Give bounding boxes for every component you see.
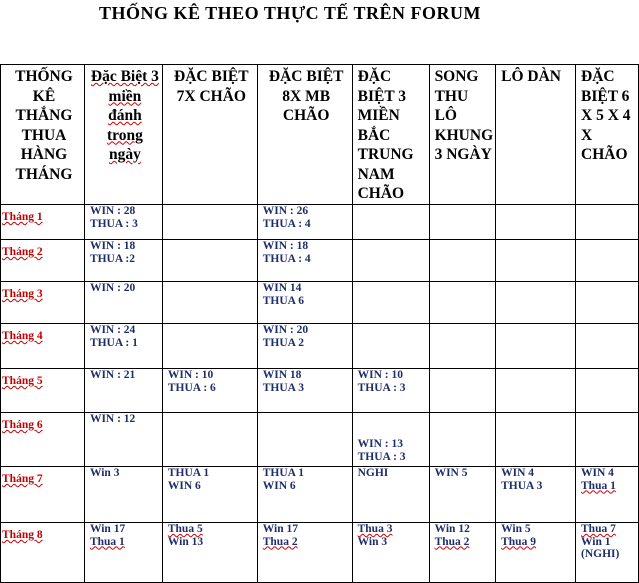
data-cell xyxy=(84,240,162,282)
data-cell xyxy=(257,467,352,523)
month-label: Tháng 6 xyxy=(2,419,43,431)
header-cell: ĐẶC BIỆT 8X MB CHÃO xyxy=(257,65,352,205)
data-cell xyxy=(162,282,257,324)
data-cell xyxy=(84,205,162,240)
table-row xyxy=(1,523,639,583)
data-cell xyxy=(162,205,257,240)
data-cell xyxy=(352,467,429,523)
cell-line: THUA : 4 xyxy=(262,217,311,230)
header-cell: ĐẶC BIỆT 7X CHÃO xyxy=(162,65,257,205)
month-cell xyxy=(1,205,85,240)
header-cell: ĐẶC BIỆT 3 MIỀN BẮC TRUNG NAM CHÃO xyxy=(352,65,429,205)
data-cell xyxy=(429,324,496,369)
cell-line: Thua 9 xyxy=(501,535,536,548)
data-cell xyxy=(576,467,639,523)
cell-line: WIN 4 xyxy=(581,467,614,479)
cell-line: THUA 3 xyxy=(501,479,543,492)
data-cell xyxy=(162,467,257,523)
cell-line: NGHI xyxy=(357,467,389,479)
cell-line: THUA : 1 xyxy=(89,336,138,349)
data-cell xyxy=(257,205,352,240)
cell-line: WIN : 18 xyxy=(89,240,136,252)
cell-line: WIN 6 xyxy=(167,479,201,492)
data-cell xyxy=(496,240,576,282)
data-cell xyxy=(84,523,162,583)
month-cell xyxy=(1,324,85,369)
cell-line: WIN : 21 xyxy=(89,369,136,381)
cell-line: THUA : 3 xyxy=(89,217,138,230)
cell-line: WIN 5 xyxy=(434,467,468,479)
cell-line: WIN : 13 xyxy=(357,438,403,450)
data-cell xyxy=(496,467,576,523)
cell-line: Thua 2 xyxy=(262,535,298,548)
cell-line: Thua 3 xyxy=(357,523,393,535)
data-cell xyxy=(257,369,352,413)
month-cell xyxy=(1,467,85,523)
data-cell xyxy=(84,282,162,324)
data-cell xyxy=(84,369,162,413)
cell-line: WIN 4 xyxy=(501,467,535,479)
table-row xyxy=(1,369,639,413)
cell-line: WIN : 26 xyxy=(262,205,309,217)
cell-line xyxy=(358,413,429,426)
table-row xyxy=(1,324,639,369)
data-cell xyxy=(257,523,352,583)
data-cell xyxy=(162,324,257,369)
table-row xyxy=(1,467,639,523)
cell-line xyxy=(358,426,429,439)
cell-line: THUA 1 xyxy=(262,467,304,479)
data-cell xyxy=(429,523,496,583)
cell-line: Win 17 xyxy=(89,523,126,535)
data-cell xyxy=(257,324,352,369)
data-cell xyxy=(576,369,639,413)
data-cell xyxy=(429,205,496,240)
cell-line: Win 1 xyxy=(581,535,611,548)
data-cell xyxy=(352,413,429,467)
data-cell xyxy=(576,240,639,282)
data-cell xyxy=(576,324,639,369)
data-cell xyxy=(429,413,496,467)
cell-line: THUA : 6 xyxy=(167,381,216,394)
data-cell xyxy=(84,413,162,467)
table-row xyxy=(1,413,639,467)
header-cell: LÔ DÀN xyxy=(496,65,576,205)
cell-line: Win 17 xyxy=(262,523,298,535)
data-cell xyxy=(576,205,639,240)
data-cell xyxy=(576,282,639,324)
data-cell xyxy=(352,369,429,413)
cell-line: WIN : 10 xyxy=(167,369,214,381)
cell-line: THUA : 4 xyxy=(262,252,311,265)
data-cell xyxy=(352,240,429,282)
month-cell xyxy=(1,282,85,324)
document-title: THỐNG KÊ THEO THỰC TẾ TRÊN FORUM xyxy=(98,3,482,23)
data-cell xyxy=(352,282,429,324)
header-cell: Đặc Biệt 3 miền đánh trong ngày xyxy=(84,65,162,205)
data-cell xyxy=(162,413,257,467)
month-cell xyxy=(1,523,85,583)
cell-line: WIN 6 xyxy=(262,479,296,492)
month-label: Tháng 2 xyxy=(2,246,43,258)
cell-line: Thua 1 xyxy=(89,535,125,548)
month-label: Tháng 5 xyxy=(2,375,43,387)
data-cell xyxy=(257,282,352,324)
cell-line: WIN : 20 xyxy=(262,324,309,336)
data-cell xyxy=(352,205,429,240)
data-cell xyxy=(84,324,162,369)
data-cell xyxy=(576,523,639,583)
cell-line: WIN : 12 xyxy=(89,413,136,425)
cell-line: Win 13 xyxy=(167,535,204,548)
month-label: Tháng 3 xyxy=(2,288,43,300)
month-label: Tháng 4 xyxy=(2,330,43,342)
data-cell xyxy=(429,240,496,282)
stats-table xyxy=(0,64,639,583)
cell-line: THUA 2 xyxy=(262,336,304,349)
data-cell xyxy=(352,523,429,583)
data-cell xyxy=(352,324,429,369)
table-row xyxy=(1,240,639,282)
cell-line: Win 5 xyxy=(501,523,531,535)
header-cell: THỐNG KÊ THẮNG THUA HÀNG THÁNG xyxy=(1,65,85,205)
data-cell xyxy=(429,369,496,413)
cell-line: Thua 2 xyxy=(434,535,470,548)
data-cell xyxy=(496,205,576,240)
month-label: Tháng 1 xyxy=(2,211,43,223)
header-row xyxy=(1,65,639,205)
data-cell xyxy=(496,523,576,583)
month-label: Tháng 7 xyxy=(2,473,43,485)
cell-line: Thua 5 xyxy=(167,523,203,535)
cell-line: WIN : 20 xyxy=(89,282,136,294)
header-cell: SONG THU LÔ KHUNG 3 NGÀY xyxy=(429,65,496,205)
cell-line: THUA : 3 xyxy=(357,450,406,463)
cell-line: THUA 3 xyxy=(262,381,304,394)
data-cell xyxy=(84,467,162,523)
table-row xyxy=(1,205,639,240)
header-cell: ĐẶC BIỆT 6 X 5 X 4 X CHÃO xyxy=(576,65,639,205)
cell-line: Win 12 xyxy=(434,523,470,535)
data-cell xyxy=(162,523,257,583)
cell-line: Thua 1 xyxy=(581,479,616,492)
data-cell xyxy=(496,369,576,413)
month-cell xyxy=(1,240,85,282)
data-cell xyxy=(162,240,257,282)
cell-line: WIN 14 xyxy=(262,282,302,294)
data-cell xyxy=(576,413,639,467)
cell-line: Win 3 xyxy=(89,467,120,479)
cell-line: WIN : 18 xyxy=(262,240,309,252)
data-cell xyxy=(257,240,352,282)
cell-line: THUA 1 xyxy=(167,467,210,479)
cell-line: Win 3 xyxy=(357,535,388,548)
data-cell xyxy=(257,413,352,467)
cell-line: WIN : 28 xyxy=(89,205,136,217)
month-cell xyxy=(1,369,85,413)
month-label: Tháng 8 xyxy=(2,529,43,541)
cell-line: THUA 6 xyxy=(262,294,304,307)
month-cell xyxy=(1,413,85,467)
cell-line: THUA : 3 xyxy=(357,381,406,394)
cell-line: WIN 18 xyxy=(262,369,302,381)
cell-line: WIN : 10 xyxy=(357,369,403,381)
cell-line: Thua 7 xyxy=(581,523,616,535)
data-cell xyxy=(162,369,257,413)
data-cell xyxy=(429,467,496,523)
table-row xyxy=(1,282,639,324)
cell-line: WIN : 24 xyxy=(89,324,136,336)
data-cell xyxy=(496,324,576,369)
data-cell xyxy=(496,282,576,324)
cell-line: (NGHI) xyxy=(581,548,620,560)
data-cell xyxy=(496,413,576,467)
data-cell xyxy=(429,282,496,324)
cell-line: THUA :2 xyxy=(89,252,135,265)
